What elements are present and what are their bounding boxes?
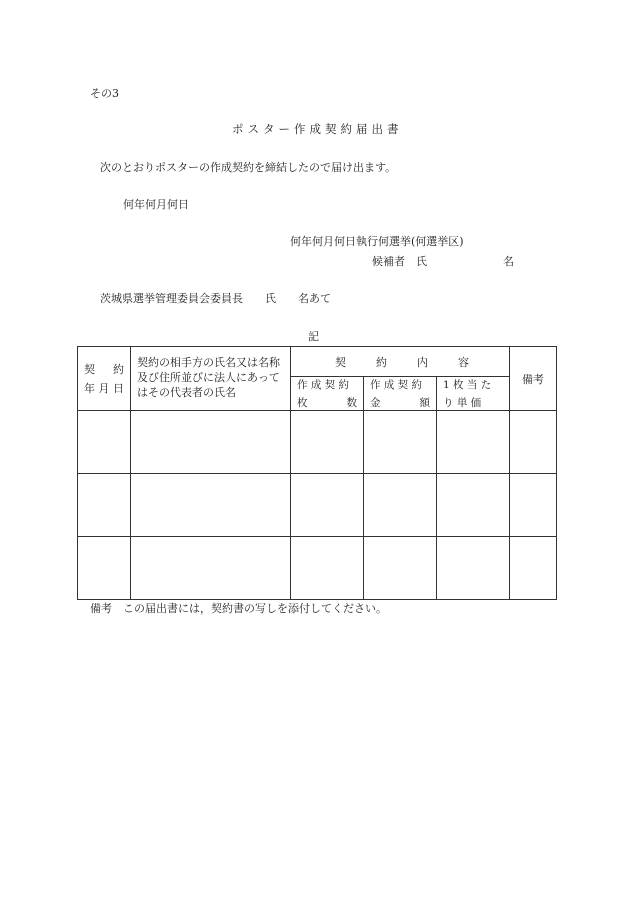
header-contract-details (291, 347, 510, 377)
cell-party[interactable] (131, 537, 291, 600)
header-unit-line2: り 単 価 (443, 397, 482, 409)
submission-date: 何年何月何日 (123, 198, 189, 211)
footer-note: 備考 この届出書には，契約書の写しを添付してください。 (90, 602, 387, 615)
table-row (78, 474, 557, 537)
candidate-label: 候補者 氏 (372, 255, 427, 268)
header-date-line2: 年 月 日 (84, 382, 124, 395)
header-amount-line1: 作 成 契 約 (370, 379, 423, 391)
header-notes (510, 347, 557, 411)
cell-notes[interactable] (510, 411, 557, 474)
header-unit-line1: 1 枚 当 た (443, 379, 492, 391)
cell-count[interactable] (291, 537, 364, 600)
cell-unit-price[interactable] (437, 411, 510, 474)
cell-notes[interactable] (510, 474, 557, 537)
record-mark: 記 (308, 330, 319, 343)
header-poster-count (291, 377, 364, 411)
cell-notes[interactable] (510, 537, 557, 600)
candidate-name-suffix: 名 (503, 255, 514, 268)
election-name: 何年何月何日執行何選挙(何選挙区) (290, 235, 464, 248)
header-detail-char-2: 約 (376, 355, 387, 369)
header-detail-char-3: 内 (417, 355, 428, 369)
header-count-line1: 作 成 契 約 (297, 379, 350, 391)
contract-table (77, 346, 557, 600)
cell-unit-price[interactable] (437, 537, 510, 600)
header-party-text: 契約の相手方の氏名又は名称及び住所並びに法人にあってはその代表者の氏名 (137, 356, 280, 399)
header-contract-party (131, 347, 291, 411)
cell-date[interactable] (78, 537, 131, 600)
header-amount-char-2: 額 (419, 397, 430, 409)
cell-count[interactable] (291, 474, 364, 537)
header-amount-char-1: 金 (370, 397, 381, 409)
cell-party[interactable] (131, 411, 291, 474)
addressee: 茨城県選挙管理委員会委員長 氏 名あて (100, 292, 331, 305)
header-date-char-2: 約 (113, 363, 124, 376)
header-unit-price (437, 377, 510, 411)
cell-amount[interactable] (364, 474, 437, 537)
header-contract-amount (364, 377, 437, 411)
header-date-char-1: 契 (84, 363, 95, 376)
header-contract-date (78, 347, 131, 411)
cell-count[interactable] (291, 411, 364, 474)
header-detail-char-1: 契 (335, 355, 346, 369)
document-title: ポスター作成契約届出書 (232, 122, 403, 136)
cell-amount[interactable] (364, 537, 437, 600)
cell-date[interactable] (78, 411, 131, 474)
cell-amount[interactable] (364, 411, 437, 474)
table-row (78, 537, 557, 600)
sheet-number: その3 (90, 87, 119, 100)
header-count-char-1: 枚 (297, 397, 308, 409)
cell-unit-price[interactable] (437, 474, 510, 537)
cell-date[interactable] (78, 474, 131, 537)
header-detail-char-4: 容 (458, 355, 469, 369)
header-notes-text: 備考 (522, 372, 544, 386)
table-row (78, 411, 557, 474)
header-count-char-2: 数 (346, 397, 357, 409)
intro-text: 次のとおりポスターの作成契約を締結したので届け出ます。 (100, 161, 397, 174)
cell-party[interactable] (131, 474, 291, 537)
